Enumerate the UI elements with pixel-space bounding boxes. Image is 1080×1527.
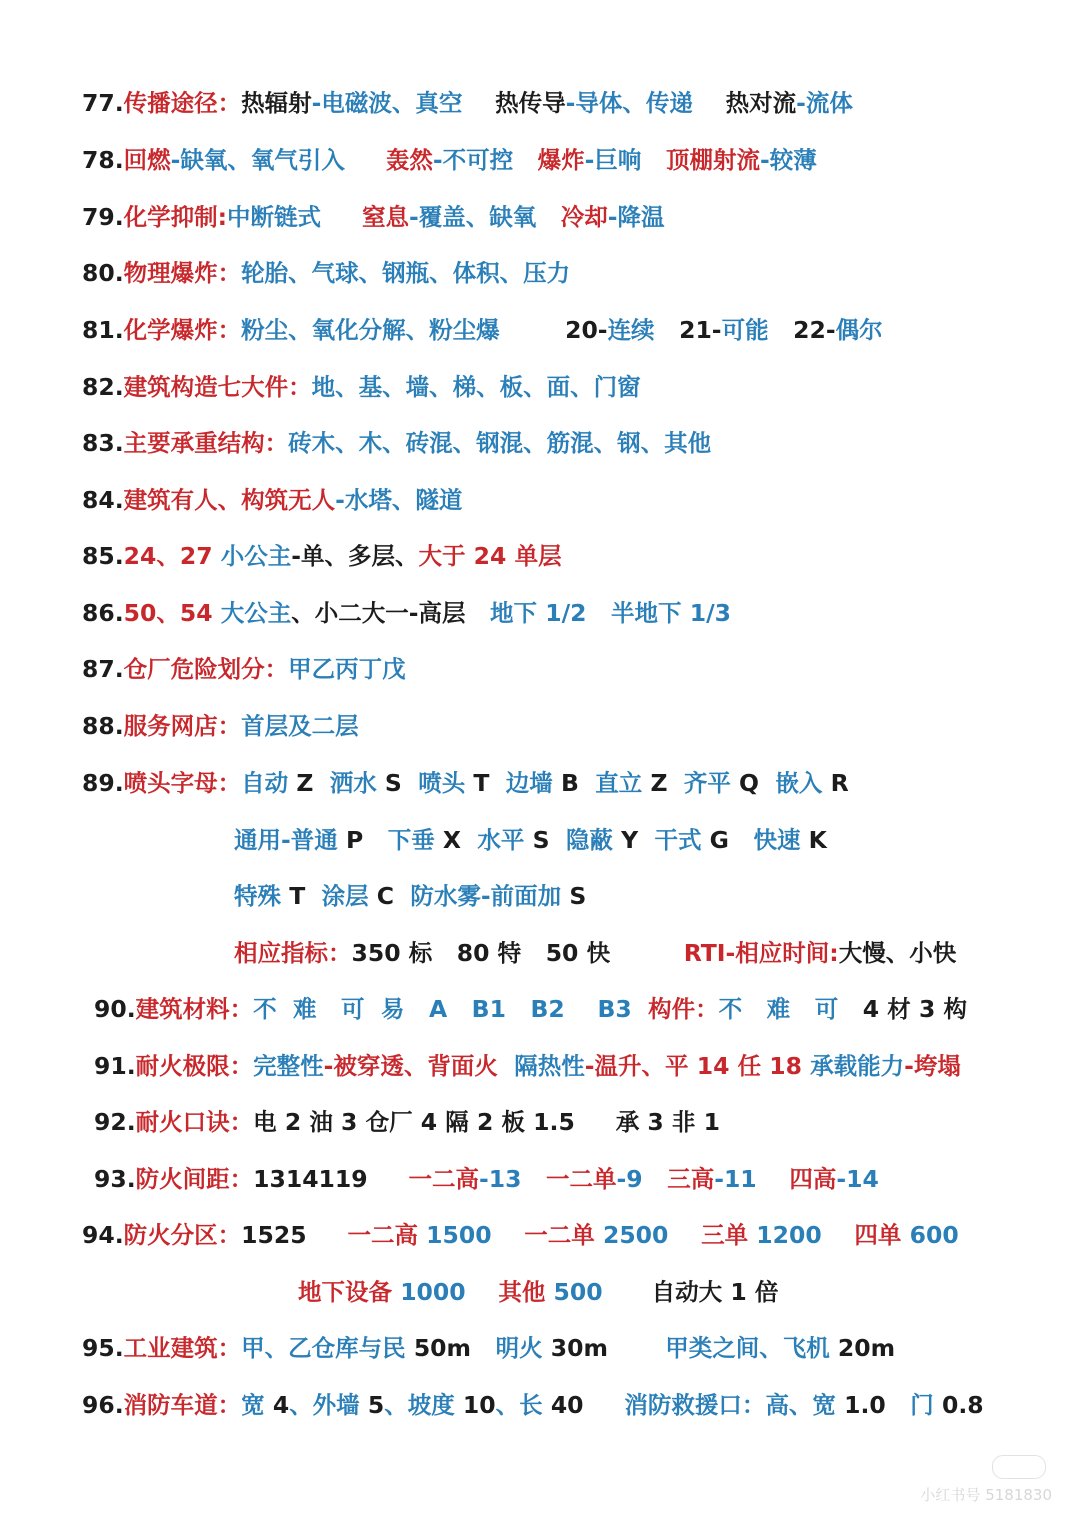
text-segment: 1500	[426, 1221, 492, 1249]
text-segment: -覆盖、缺氧	[408, 203, 537, 231]
text-segment: 其他	[465, 1278, 554, 1306]
text-segment: 91.	[94, 1052, 136, 1080]
note-line	[94, 989, 967, 1029]
text-segment: 砖木、木、砖混、钢混、筋混、钢、其他	[288, 429, 712, 457]
text-segment: 21-	[654, 316, 722, 344]
text-segment: 一二高	[367, 1165, 480, 1193]
text-segment: 92.	[94, 1108, 136, 1136]
text-segment: 95.	[82, 1334, 124, 1362]
text-segment: 甲、乙仓库与民	[241, 1334, 414, 1362]
text-segment: 20m	[837, 1334, 896, 1362]
text-segment: 500	[553, 1278, 603, 1306]
text-segment: 40	[550, 1391, 584, 1419]
text-segment: 50m	[413, 1334, 472, 1362]
text-segment: 1.0	[844, 1391, 886, 1419]
text-segment: G	[709, 826, 729, 854]
text-segment: 热对流	[692, 89, 797, 117]
text-segment: 化学抑制:	[123, 203, 228, 231]
text-segment: 电 2 油 3 仓厂 4 隔 2 板 1.5 承 3 非 1	[253, 1108, 720, 1136]
text-segment: T	[473, 769, 490, 797]
text-segment: 回燃	[123, 146, 171, 174]
text-segment: 10	[462, 1391, 496, 1419]
text-segment: 高、宽	[765, 1391, 845, 1419]
text-segment: 1200	[756, 1221, 822, 1249]
text-segment: -9	[616, 1165, 643, 1193]
note-line	[82, 1385, 984, 1425]
text-segment: 半地下 1/3	[586, 599, 732, 627]
note-line	[234, 876, 586, 916]
note-line	[82, 536, 562, 576]
text-segment: 传播途径：	[123, 89, 242, 117]
text-segment: 86.	[82, 599, 124, 627]
watermark-text: 小红书号 5181830	[920, 1486, 1052, 1504]
text-segment: C	[376, 882, 395, 910]
text-segment: 构件：	[631, 995, 719, 1023]
text-segment: 不 难 可	[718, 995, 839, 1023]
text-segment: 83.	[82, 429, 124, 457]
text-segment: 热辐射	[241, 89, 312, 117]
text-segment: 1314119	[253, 1165, 368, 1193]
text-segment: 仓厂危险划分：	[123, 655, 289, 683]
text-segment: 、长	[495, 1391, 551, 1419]
text-segment: 消防救援口：	[583, 1391, 766, 1419]
text-segment: 建筑材料：	[135, 995, 254, 1023]
text-segment: 50、54	[123, 599, 221, 627]
text-segment: T	[289, 882, 306, 910]
text-segment: 顶棚射流	[641, 146, 760, 174]
text-segment: -导体、传递	[565, 89, 693, 117]
text-segment: 小公主	[220, 542, 292, 570]
text-segment: 水平	[461, 826, 533, 854]
text-segment: 20-	[499, 316, 608, 344]
text-segment: -被穿透、背面火	[323, 1052, 498, 1080]
note-line	[82, 423, 711, 463]
text-segment: 洒水	[313, 769, 385, 797]
note-line	[234, 933, 956, 973]
text-segment: 嵌入	[759, 769, 831, 797]
text-segment: 可能	[721, 316, 769, 344]
note-line	[82, 83, 853, 123]
text-segment: 0.8	[942, 1391, 984, 1419]
note-line	[82, 480, 462, 520]
text-segment: 爆炸	[513, 146, 585, 174]
text-segment: 完整性	[253, 1052, 324, 1080]
text-segment: 一二单	[521, 1165, 617, 1193]
text-segment: S	[384, 769, 402, 797]
note-line	[298, 1272, 778, 1312]
text-segment: -垮塌	[904, 1052, 961, 1080]
text-segment: 防火分区：	[123, 1221, 242, 1249]
text-segment: 、小二大一-高层	[291, 599, 466, 627]
text-segment: 轰然	[344, 146, 433, 174]
text-segment: 特殊	[234, 882, 290, 910]
text-segment: 隐蔽	[549, 826, 622, 854]
text-segment: 偶尔	[835, 316, 883, 344]
note-line	[94, 1046, 961, 1086]
text-segment: 三单	[668, 1221, 757, 1249]
text-segment: 宽	[241, 1391, 273, 1419]
text-segment: 下垂	[363, 826, 443, 854]
text-segment: 门	[885, 1391, 942, 1419]
text-segment: 79.	[82, 203, 124, 231]
text-segment: -温升、平 14 任 18	[584, 1052, 802, 1080]
text-segment: 77.	[82, 89, 124, 117]
text-segment: 1000	[400, 1278, 466, 1306]
text-segment: 24、27	[123, 542, 221, 570]
text-segment: 四单	[821, 1221, 910, 1249]
text-segment: 84.	[82, 486, 124, 514]
text-segment: 建筑有人、构筑无人	[123, 486, 336, 514]
text-segment: 中断链式	[227, 203, 322, 231]
text-segment: S	[532, 826, 550, 854]
text-segment: 承载能力	[801, 1052, 905, 1080]
note-line	[94, 1102, 720, 1142]
text-segment: 主要承重结构：	[123, 429, 289, 457]
text-segment: -电磁波、真空	[311, 89, 463, 117]
text-segment: 大公主	[220, 599, 292, 627]
text-segment: 1525	[241, 1221, 307, 1249]
text-segment: 服务网店：	[123, 712, 242, 740]
text-segment: -降温	[607, 203, 665, 231]
text-segment: 防火间距：	[135, 1165, 254, 1193]
text-segment: 自动大 1 倍	[602, 1278, 779, 1306]
text-segment: -14	[836, 1165, 879, 1193]
text-segment: 轮胎、气球、钢瓶、体积、压力	[241, 259, 571, 287]
text-segment: 89.	[82, 769, 124, 797]
text-segment: 81.	[82, 316, 124, 344]
text-segment: 工业建筑：	[123, 1334, 242, 1362]
text-segment: 通用-普通	[234, 826, 346, 854]
note-line	[82, 367, 641, 407]
text-segment: 四高	[756, 1165, 837, 1193]
text-segment: 94.	[82, 1221, 124, 1249]
text-segment: 齐平	[667, 769, 740, 797]
text-segment: 物理爆炸：	[123, 259, 242, 287]
text-segment: RTI-相应时间:	[610, 939, 839, 967]
text-segment: R	[830, 769, 849, 797]
text-segment: K	[808, 826, 827, 854]
note-line	[82, 197, 665, 237]
note-line	[94, 1159, 879, 1199]
text-segment: 、外墙	[289, 1391, 368, 1419]
text-segment: 2500	[602, 1221, 669, 1249]
text-segment: -13	[479, 1165, 522, 1193]
note-line	[234, 820, 827, 860]
text-segment: Z	[296, 769, 314, 797]
text-segment: -巨响	[584, 146, 642, 174]
text-segment: -缺氧、氧气引入	[170, 146, 345, 174]
text-segment: 87.	[82, 655, 124, 683]
text-segment: 大慢、小快	[838, 939, 957, 967]
text-segment: B	[560, 769, 579, 797]
text-segment: 相应指标：	[234, 939, 352, 967]
note-line	[82, 706, 359, 746]
text-segment: 窒息	[321, 203, 409, 231]
text-segment: 喷头字母：	[123, 769, 242, 797]
text-segment: 三高	[642, 1165, 715, 1193]
note-line	[82, 763, 849, 803]
text-segment: 地下 1/2	[465, 599, 587, 627]
text-segment: 喷头	[401, 769, 474, 797]
text-segment: 5	[367, 1391, 385, 1419]
text-segment: 冷却	[536, 203, 608, 231]
text-segment: 明火	[471, 1334, 551, 1362]
text-segment: -单、多层、	[291, 542, 419, 570]
text-segment: 不 难 可 易 A B1 B2 B3	[253, 995, 632, 1023]
text-segment: 耐火口诀：	[135, 1108, 254, 1136]
text-segment: 4	[272, 1391, 290, 1419]
text-segment: 自动	[241, 769, 297, 797]
watermark-logo	[992, 1455, 1046, 1479]
text-segment: 93.	[94, 1165, 136, 1193]
text-segment: 、坡度	[384, 1391, 463, 1419]
text-segment: S	[569, 882, 587, 910]
note-line	[82, 1328, 895, 1368]
text-segment: X	[442, 826, 462, 854]
text-segment: 600	[909, 1221, 959, 1249]
text-segment: 22-	[768, 316, 836, 344]
text-segment: 4 材 3 构	[838, 995, 968, 1023]
text-segment: 30m	[550, 1334, 608, 1362]
text-segment: 边墙	[489, 769, 561, 797]
text-segment: 96.	[82, 1391, 124, 1419]
text-segment: 地、基、墙、梯、板、面、门窗	[311, 373, 641, 401]
note-line	[82, 140, 817, 180]
note-line	[82, 253, 570, 293]
text-segment: -不可控	[432, 146, 514, 174]
text-segment: 防水雾-前面加	[394, 882, 570, 910]
text-segment: 78.	[82, 146, 124, 174]
text-segment: 消防车道：	[123, 1391, 242, 1419]
text-segment: 一二高	[306, 1221, 427, 1249]
text-segment: 热传导	[462, 89, 566, 117]
note-line	[82, 649, 406, 689]
text-segment: 首层及二层	[241, 712, 359, 740]
note-line	[82, 1215, 959, 1255]
text-segment: 粉尘、氧化分解、粉尘爆	[241, 316, 500, 344]
text-segment: Y	[621, 826, 639, 854]
text-segment: 82.	[82, 373, 124, 401]
text-segment: -较薄	[759, 146, 817, 174]
text-segment: 地下设备	[298, 1278, 401, 1306]
text-segment: 涂层	[305, 882, 377, 910]
note-line	[82, 310, 883, 350]
text-segment: 耐火极限：	[135, 1052, 254, 1080]
text-segment: P	[345, 826, 364, 854]
text-segment: 干式	[638, 826, 710, 854]
text-segment: 隔热性	[497, 1052, 585, 1080]
text-segment: 连续	[607, 316, 655, 344]
text-segment: 一二单	[491, 1221, 603, 1249]
text-segment: 350 标 80 特 50 快	[351, 939, 611, 967]
text-segment: 化学爆炸：	[123, 316, 242, 344]
text-segment: 80.	[82, 259, 124, 287]
text-segment: 直立	[578, 769, 651, 797]
text-segment: -水塔、隧道	[335, 486, 463, 514]
text-segment: Z	[650, 769, 668, 797]
text-segment: -流体	[796, 89, 853, 117]
text-segment: 甲乙丙丁戊	[288, 655, 406, 683]
text-segment: Q	[739, 769, 760, 797]
text-segment: 88.	[82, 712, 124, 740]
text-segment: 甲类之间、飞机	[607, 1334, 838, 1362]
text-segment: 85.	[82, 542, 124, 570]
text-segment: -11	[714, 1165, 757, 1193]
text-segment: 90.	[94, 995, 136, 1023]
text-segment: 快速	[728, 826, 809, 854]
note-line	[82, 593, 731, 633]
text-segment: 大于 24 单层	[418, 542, 562, 570]
text-segment: 建筑构造七大件：	[123, 373, 312, 401]
